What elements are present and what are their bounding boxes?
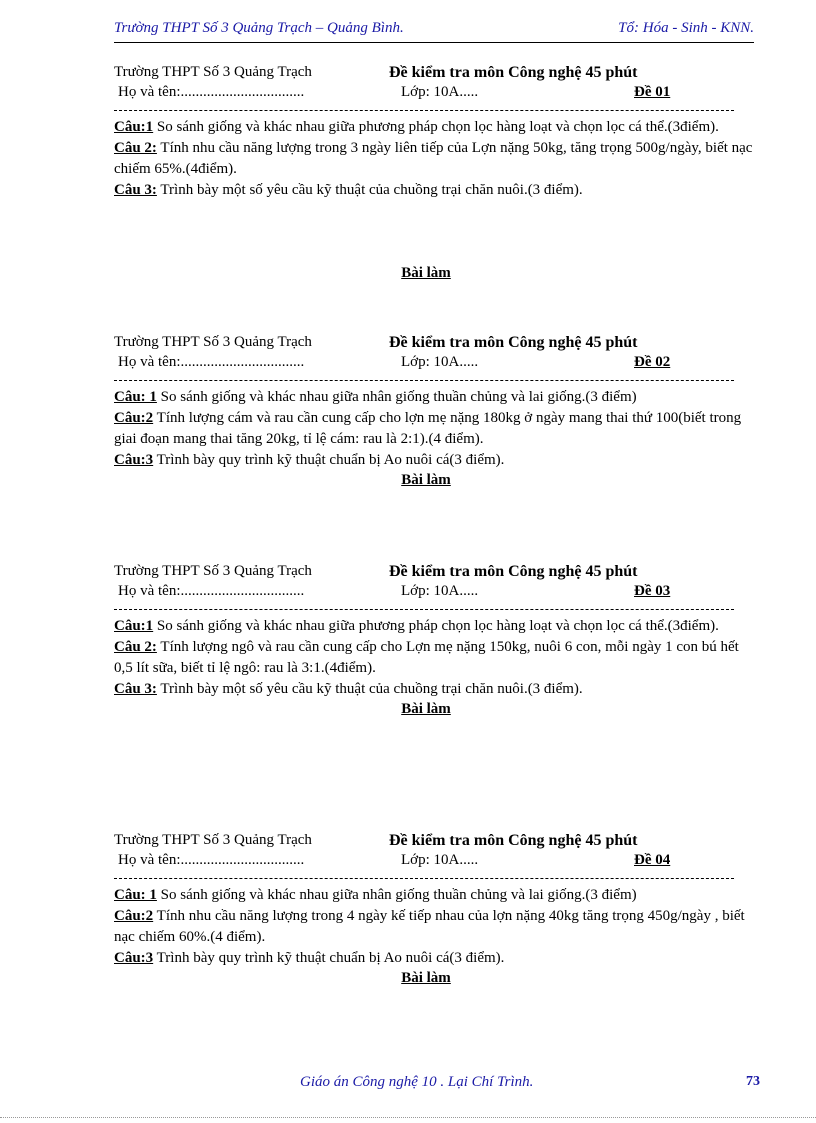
exam-title: Đề kiểm tra môn Công nghệ 45 phút [389, 334, 638, 351]
exam-title: Đề kiểm tra môn Công nghệ 45 phút [389, 563, 638, 580]
question-3 [114, 679, 754, 700]
answer-heading: Bài làm [401, 970, 451, 986]
question-2 [114, 906, 754, 948]
question-text: Tính nhu cầu năng lượng trong 4 ngày kế tiếp nhau của lợn nặng 40kg tăng trọng 450g/ngày , biết nạc chiếm 60%.(4 điểm). [114, 908, 745, 945]
question-label: Câu:2 [114, 908, 154, 924]
exam-04 [114, 832, 754, 987]
page-bottom-border [0, 1117, 816, 1118]
answer-heading: Bài làm [401, 472, 451, 488]
question-text: Tính nhu cầu năng lượng trong 3 ngày liên tiếp của Lợn nặng 50kg, tăng trọng 500g/ngày, biết nạc chiếm 65%.(4điểm). [114, 140, 753, 177]
page-header [114, 20, 754, 43]
question-text: Trình bày một số yêu cầu kỹ thuật của chuồng trại chăn nuôi.(3 điểm). [156, 182, 583, 198]
question-text: Trình bày quy trình kỹ thuật chuẩn bị Ao nuôi cá(3 điểm). [153, 950, 505, 966]
page-number: 73 [746, 1074, 760, 1089]
class-field-label: Lớp: 10A..... [401, 354, 479, 370]
question-2 [114, 637, 754, 679]
question-text: Trình bày một số yêu cầu kỹ thuật của chuồng trại chăn nuôi.(3 điểm). [156, 681, 583, 697]
divider [114, 110, 734, 111]
name-field-label: Họ và tên:................................. [118, 354, 305, 370]
name-field-label: Họ và tên:................................. [118, 583, 305, 599]
exam-03 [114, 563, 754, 718]
question-label: Câu:3 [114, 950, 154, 966]
exam-code: Đề 02 [634, 354, 671, 370]
exam-code: Đề 04 [634, 852, 671, 868]
exam-code: Đề 01 [634, 84, 671, 100]
exam-school: Trường THPT Số 3 Quảng Trạch [114, 64, 312, 80]
question-text: So sánh giống và khác nhau giữa nhân giống thuần chủng và lai giống.(3 điểm) [156, 389, 637, 405]
question-label: Câu 2: [114, 639, 157, 655]
question-text: Tính lượng cám và rau cần cung cấp cho lợn mẹ nặng 180kg ở ngày mang thai thứ 100(biết trong giai đoạn mang thai tăng 20kg, tỉ lệ cám: rau là 2:1).(4 điểm). [114, 410, 742, 447]
question-2 [114, 138, 754, 180]
class-field-label: Lớp: 10A..... [401, 84, 479, 100]
question-2 [114, 408, 754, 450]
divider [114, 380, 734, 381]
question-label: Câu: 1 [114, 887, 157, 903]
divider [114, 609, 734, 610]
question-text: Trình bày quy trình kỹ thuật chuẩn bị Ao nuôi cá(3 điểm). [153, 452, 505, 468]
question-text: So sánh giống và khác nhau giữa nhân giống thuần chủng và lai giống.(3 điểm) [156, 887, 637, 903]
question-label: Câu: 1 [114, 389, 157, 405]
exam-code: Đề 03 [634, 583, 671, 599]
exam-school: Trường THPT Số 3 Quảng Trạch [114, 832, 312, 848]
question-label: Câu:1 [114, 119, 154, 135]
question-label: Câu:2 [114, 410, 154, 426]
question-label: Câu 3: [114, 681, 157, 697]
question-1 [114, 387, 754, 408]
question-text: Tính lượng ngô và rau cần cung cấp cho Lợn mẹ nặng 150kg, nuôi 6 con, mỗi ngày 1 con bú hết 0,5 lít sữa, biết tỉ lệ ngô: rau là 3:1.(4điểm). [114, 639, 739, 676]
question-3 [114, 450, 754, 471]
exam-01 [114, 64, 754, 282]
question-3 [114, 948, 754, 969]
question-3 [114, 180, 754, 201]
name-field-label: Họ và tên:................................. [118, 852, 305, 868]
header-department: Tổ: Hóa - Sinh - KNN. [618, 20, 754, 36]
question-1 [114, 117, 754, 138]
class-field-label: Lớp: 10A..... [401, 852, 479, 868]
question-label: Câu 2: [114, 140, 157, 156]
answer-heading: Bài làm [401, 265, 451, 281]
class-field-label: Lớp: 10A..... [401, 583, 479, 599]
question-1 [114, 616, 754, 637]
footer-text: Giáo án Công nghệ 10 . Lại Chí Trình. [300, 1074, 534, 1090]
divider [114, 878, 734, 879]
exam-school: Trường THPT Số 3 Quảng Trạch [114, 563, 312, 579]
question-1 [114, 885, 754, 906]
name-field-label: Họ và tên:................................. [118, 84, 305, 100]
exam-title: Đề kiểm tra môn Công nghệ 45 phút [389, 832, 638, 849]
header-school: Trường THPT Số 3 Quảng Trạch – Quảng Bình. [114, 20, 404, 36]
question-text: So sánh giống và khác nhau giữa phương pháp chọn lọc hàng loạt và chọn lọc cá thể.(3điểm). [153, 119, 719, 135]
page-footer [114, 1074, 760, 1094]
question-label: Câu 3: [114, 182, 157, 198]
question-label: Câu:1 [114, 618, 154, 634]
question-label: Câu:3 [114, 452, 154, 468]
exam-02 [114, 334, 754, 489]
answer-heading: Bài làm [401, 701, 451, 717]
question-text: So sánh giống và khác nhau giữa phương pháp chọn lọc hàng loạt và chọn lọc cá thể.(3điểm). [153, 618, 719, 634]
exam-school: Trường THPT Số 3 Quảng Trạch [114, 334, 312, 350]
exam-title: Đề kiểm tra môn Công nghệ 45 phút [389, 64, 638, 81]
